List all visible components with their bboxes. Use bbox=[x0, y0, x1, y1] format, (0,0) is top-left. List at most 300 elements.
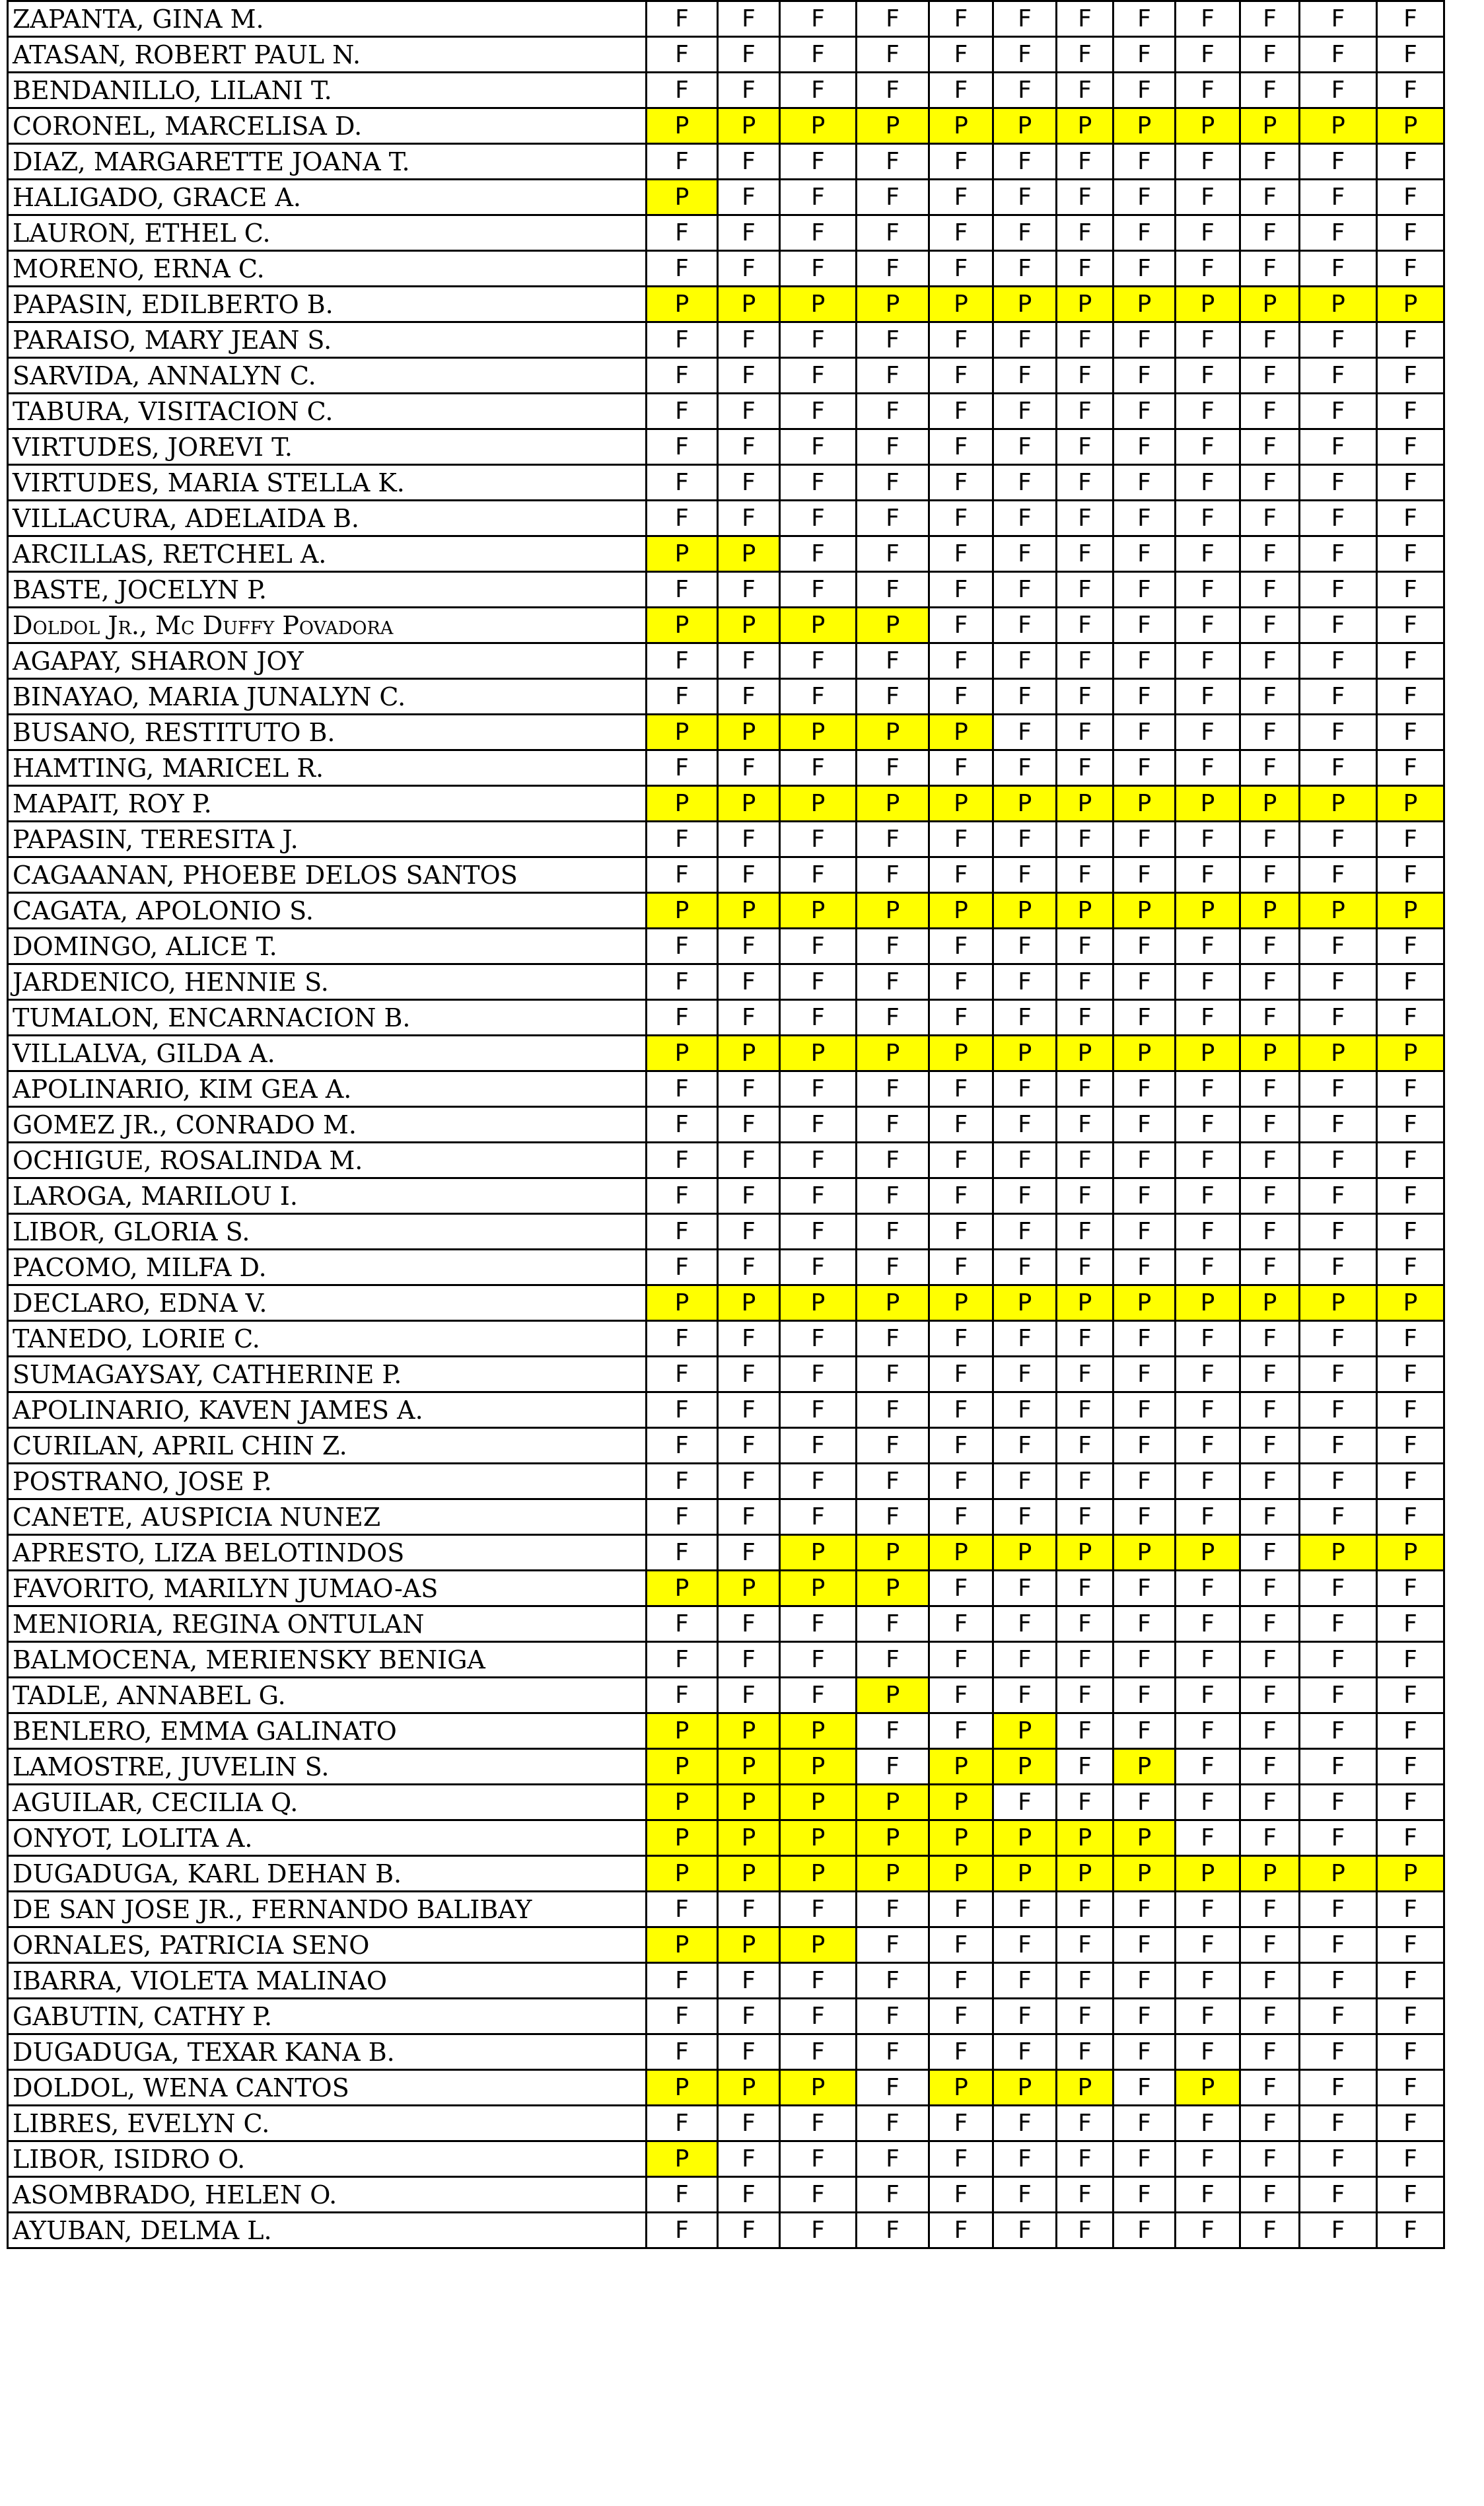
mark-cell: F bbox=[1176, 1250, 1240, 1285]
mark-cell: P bbox=[780, 1571, 857, 1606]
mark-cell: F bbox=[929, 822, 993, 857]
mark-cell: F bbox=[857, 358, 929, 394]
mark-cell: F bbox=[1113, 572, 1176, 608]
mark-cell: F bbox=[1113, 1464, 1176, 1499]
mark-cell: F bbox=[1176, 180, 1240, 215]
mark-cell: P bbox=[647, 1927, 718, 1963]
mark-cell: P bbox=[993, 1036, 1057, 1071]
mark-cell: F bbox=[780, 2177, 857, 2213]
mark-cell: F bbox=[1057, 394, 1113, 429]
mark-cell: P bbox=[647, 536, 718, 572]
table-row bbox=[8, 73, 1444, 108]
table-row bbox=[8, 1963, 1444, 1999]
mark-cell: F bbox=[1176, 322, 1240, 358]
mark-cell: F bbox=[857, 1357, 929, 1392]
mark-cell: F bbox=[857, 429, 929, 465]
mark-cell: F bbox=[1300, 1678, 1377, 1713]
table-row bbox=[8, 1606, 1444, 1642]
mark-cell: F bbox=[993, 2034, 1057, 2070]
mark-cell: P bbox=[1176, 108, 1240, 144]
mark-cell: F bbox=[780, 1464, 857, 1499]
mark-cell: P bbox=[647, 180, 718, 215]
mark-cell: F bbox=[1240, 1642, 1300, 1678]
mark-cell: F bbox=[1240, 2213, 1300, 2248]
mark-cell: P bbox=[1377, 893, 1444, 929]
mark-cell: F bbox=[857, 73, 929, 108]
table-row bbox=[8, 394, 1444, 429]
mark-cell: F bbox=[1240, 1606, 1300, 1642]
mark-cell: F bbox=[1240, 501, 1300, 536]
mark-cell: F bbox=[718, 1, 780, 37]
mark-cell: P bbox=[993, 1749, 1057, 1785]
name-cell: SARVIDA, ANNALYN C. bbox=[8, 358, 647, 394]
mark-cell: P bbox=[780, 108, 857, 144]
mark-cell: F bbox=[1300, 608, 1377, 643]
mark-cell: F bbox=[857, 180, 929, 215]
mark-cell: F bbox=[993, 429, 1057, 465]
mark-cell: P bbox=[1057, 287, 1113, 322]
mark-cell: F bbox=[780, 429, 857, 465]
mark-cell: F bbox=[1300, 1499, 1377, 1535]
mark-cell: F bbox=[1377, 144, 1444, 180]
mark-cell: F bbox=[857, 1464, 929, 1499]
mark-cell: P bbox=[1176, 893, 1240, 929]
mark-cell: F bbox=[780, 1, 857, 37]
name-cell: LAROGA, MARILOU I. bbox=[8, 1178, 647, 1214]
mark-cell: F bbox=[1113, 1071, 1176, 1107]
mark-cell: P bbox=[647, 1749, 718, 1785]
mark-cell: F bbox=[929, 2034, 993, 2070]
mark-cell: F bbox=[1377, 2177, 1444, 2213]
mark-cell: F bbox=[1113, 964, 1176, 1000]
table-row bbox=[8, 2141, 1444, 2177]
mark-cell: F bbox=[1113, 1785, 1176, 1820]
mark-cell: F bbox=[780, 1392, 857, 1428]
mark-cell: F bbox=[718, 1892, 780, 1927]
mark-cell: F bbox=[1377, 1071, 1444, 1107]
mark-cell: P bbox=[929, 786, 993, 822]
mark-cell: P bbox=[647, 1856, 718, 1892]
mark-cell: P bbox=[780, 1856, 857, 1892]
name-cell: MENIORIA, REGINA ONTULAN bbox=[8, 1606, 647, 1642]
mark-cell: P bbox=[857, 1856, 929, 1892]
mark-cell: F bbox=[718, 964, 780, 1000]
mark-cell: P bbox=[857, 715, 929, 750]
mark-cell: F bbox=[718, 1464, 780, 1499]
mark-cell: F bbox=[1377, 1178, 1444, 1214]
mark-cell: P bbox=[857, 1571, 929, 1606]
mark-cell: F bbox=[857, 1071, 929, 1107]
mark-cell: P bbox=[929, 2070, 993, 2106]
mark-cell: F bbox=[1240, 750, 1300, 786]
name-cell: TABURA, VISITACION C. bbox=[8, 394, 647, 429]
mark-cell: F bbox=[1240, 73, 1300, 108]
mark-cell: P bbox=[1377, 1535, 1444, 1571]
mark-cell: P bbox=[780, 2070, 857, 2106]
mark-cell: F bbox=[857, 322, 929, 358]
status-table bbox=[7, 0, 1445, 2249]
mark-cell: F bbox=[647, 1392, 718, 1428]
mark-cell: F bbox=[857, 501, 929, 536]
mark-cell: F bbox=[993, 857, 1057, 893]
mark-cell: P bbox=[1057, 1036, 1113, 1071]
mark-cell: F bbox=[1240, 2106, 1300, 2141]
mark-cell: F bbox=[647, 1071, 718, 1107]
mark-cell: F bbox=[1113, 180, 1176, 215]
mark-cell: F bbox=[1057, 1571, 1113, 1606]
mark-cell: F bbox=[718, 358, 780, 394]
mark-cell: F bbox=[1300, 1000, 1377, 1036]
mark-cell: F bbox=[718, 1642, 780, 1678]
mark-cell: F bbox=[857, 1749, 929, 1785]
mark-cell: F bbox=[1300, 2034, 1377, 2070]
mark-cell: F bbox=[857, 1892, 929, 1927]
mark-cell: F bbox=[1057, 2141, 1113, 2177]
mark-cell: F bbox=[1240, 1999, 1300, 2034]
mark-cell: F bbox=[1176, 501, 1240, 536]
mark-cell: F bbox=[647, 1499, 718, 1535]
mark-cell: F bbox=[993, 1143, 1057, 1178]
mark-cell: F bbox=[1377, 73, 1444, 108]
mark-cell: F bbox=[718, 2141, 780, 2177]
mark-cell: F bbox=[929, 536, 993, 572]
mark-cell: F bbox=[857, 1642, 929, 1678]
mark-cell: F bbox=[1377, 1107, 1444, 1143]
mark-cell: P bbox=[1377, 108, 1444, 144]
mark-cell: F bbox=[780, 1999, 857, 2034]
mark-cell: F bbox=[993, 1892, 1057, 1927]
mark-cell: F bbox=[1113, 1642, 1176, 1678]
mark-cell: F bbox=[718, 1000, 780, 1036]
mark-cell: F bbox=[1300, 2177, 1377, 2213]
mark-cell: F bbox=[647, 1892, 718, 1927]
mark-cell: F bbox=[1300, 1927, 1377, 1963]
mark-cell: F bbox=[929, 679, 993, 715]
mark-cell: F bbox=[1176, 1642, 1240, 1678]
mark-cell: P bbox=[1176, 1535, 1240, 1571]
mark-cell: F bbox=[1240, 2141, 1300, 2177]
mark-cell: P bbox=[718, 893, 780, 929]
mark-cell: P bbox=[1240, 1856, 1300, 1892]
name-cell: Doldol Jr., Mc Duffy Povadora bbox=[8, 608, 647, 643]
mark-cell: F bbox=[993, 1785, 1057, 1820]
mark-cell: F bbox=[993, 572, 1057, 608]
name-cell: ZAPANTA, GINA M. bbox=[8, 1, 647, 37]
mark-cell: F bbox=[1377, 857, 1444, 893]
mark-cell: F bbox=[1176, 1820, 1240, 1856]
name-cell: ARCILLAS, RETCHEL A. bbox=[8, 536, 647, 572]
name-cell: GABUTIN, CATHY P. bbox=[8, 1999, 647, 2034]
mark-cell: F bbox=[857, 822, 929, 857]
mark-cell: F bbox=[780, 394, 857, 429]
mark-cell: F bbox=[1300, 750, 1377, 786]
mark-cell: P bbox=[929, 1856, 993, 1892]
mark-cell: F bbox=[857, 2177, 929, 2213]
table-row bbox=[8, 2070, 1444, 2106]
mark-cell: F bbox=[1240, 1464, 1300, 1499]
mark-cell: F bbox=[780, 536, 857, 572]
mark-cell: F bbox=[1057, 2177, 1113, 2213]
mark-cell: F bbox=[993, 1214, 1057, 1250]
mark-cell: F bbox=[929, 608, 993, 643]
name-cell: GOMEZ JR., CONRADO M. bbox=[8, 1107, 647, 1143]
mark-cell: F bbox=[929, 1071, 993, 1107]
mark-cell: F bbox=[1176, 144, 1240, 180]
table-row bbox=[8, 1036, 1444, 1071]
mark-cell: F bbox=[1176, 1000, 1240, 1036]
mark-cell: F bbox=[1176, 1927, 1240, 1963]
mark-cell: F bbox=[1377, 1464, 1444, 1499]
mark-cell: P bbox=[1377, 786, 1444, 822]
mark-cell: P bbox=[929, 715, 993, 750]
mark-cell: F bbox=[647, 1963, 718, 1999]
mark-cell: F bbox=[1176, 1464, 1240, 1499]
mark-cell: P bbox=[1240, 1285, 1300, 1321]
mark-cell: F bbox=[780, 643, 857, 679]
mark-cell: F bbox=[647, 1428, 718, 1464]
mark-cell: P bbox=[1113, 108, 1176, 144]
mark-cell: P bbox=[780, 1749, 857, 1785]
mark-cell: P bbox=[993, 287, 1057, 322]
mark-cell: F bbox=[780, 679, 857, 715]
mark-cell: F bbox=[1113, 2141, 1176, 2177]
table-row bbox=[8, 1499, 1444, 1535]
mark-cell: F bbox=[857, 1428, 929, 1464]
mark-cell: F bbox=[1057, 1250, 1113, 1285]
mark-cell: F bbox=[1240, 2177, 1300, 2213]
mark-cell: F bbox=[1176, 465, 1240, 501]
mark-cell: F bbox=[1300, 251, 1377, 287]
name-cell: BUSANO, RESTITUTO B. bbox=[8, 715, 647, 750]
mark-cell: F bbox=[647, 1321, 718, 1357]
mark-cell: P bbox=[1057, 1856, 1113, 1892]
mark-cell: F bbox=[1300, 2213, 1377, 2248]
name-cell: AYUBAN, DELMA L. bbox=[8, 2213, 647, 2248]
mark-cell: F bbox=[1057, 1963, 1113, 1999]
mark-cell: F bbox=[1240, 37, 1300, 73]
mark-cell: F bbox=[1113, 1143, 1176, 1178]
mark-cell: F bbox=[1240, 251, 1300, 287]
mark-cell: F bbox=[780, 964, 857, 1000]
name-cell: VILLALVA, GILDA A. bbox=[8, 1036, 647, 1071]
mark-cell: P bbox=[718, 1036, 780, 1071]
mark-cell: F bbox=[718, 2106, 780, 2141]
mark-cell: F bbox=[1377, 501, 1444, 536]
mark-cell: F bbox=[718, 2034, 780, 2070]
mark-cell: F bbox=[1057, 643, 1113, 679]
mark-cell: F bbox=[993, 1464, 1057, 1499]
mark-cell: P bbox=[647, 1036, 718, 1071]
mark-cell: F bbox=[1240, 1428, 1300, 1464]
mark-cell: F bbox=[1300, 1785, 1377, 1820]
mark-cell: F bbox=[1377, 1892, 1444, 1927]
table-row bbox=[8, 1357, 1444, 1392]
mark-cell: F bbox=[1057, 1999, 1113, 2034]
mark-cell: P bbox=[647, 1713, 718, 1749]
mark-cell: F bbox=[1240, 322, 1300, 358]
mark-cell: F bbox=[1176, 857, 1240, 893]
mark-cell: F bbox=[857, 1250, 929, 1285]
mark-cell: F bbox=[1377, 822, 1444, 857]
mark-cell: F bbox=[1176, 964, 1240, 1000]
mark-cell: F bbox=[1057, 1749, 1113, 1785]
mark-cell: P bbox=[780, 608, 857, 643]
table-row bbox=[8, 1143, 1444, 1178]
mark-cell: F bbox=[857, 679, 929, 715]
mark-cell: F bbox=[1300, 715, 1377, 750]
mark-cell: F bbox=[1240, 643, 1300, 679]
mark-cell: P bbox=[1377, 1036, 1444, 1071]
mark-cell: P bbox=[1057, 893, 1113, 929]
name-cell: BENDANILLO, LILANI T. bbox=[8, 73, 647, 108]
name-cell: BALMOCENA, MERIENSKY BENIGA bbox=[8, 1642, 647, 1678]
mark-cell: F bbox=[1176, 1143, 1240, 1178]
mark-cell: F bbox=[718, 1071, 780, 1107]
name-cell: PACOMO, MILFA D. bbox=[8, 1250, 647, 1285]
mark-cell: F bbox=[993, 1107, 1057, 1143]
mark-cell: F bbox=[1176, 37, 1240, 73]
table-row bbox=[8, 1321, 1444, 1357]
mark-cell: F bbox=[929, 1143, 993, 1178]
mark-cell: P bbox=[718, 108, 780, 144]
mark-cell: F bbox=[1113, 2106, 1176, 2141]
mark-cell: F bbox=[1300, 1749, 1377, 1785]
mark-cell: F bbox=[929, 1000, 993, 1036]
mark-cell: F bbox=[718, 1392, 780, 1428]
mark-cell: P bbox=[647, 2141, 718, 2177]
mark-cell: F bbox=[1176, 1428, 1240, 1464]
mark-cell: P bbox=[718, 1820, 780, 1856]
mark-cell: P bbox=[718, 1285, 780, 1321]
mark-cell: F bbox=[857, 1606, 929, 1642]
mark-cell: F bbox=[1057, 73, 1113, 108]
mark-cell: P bbox=[929, 1820, 993, 1856]
mark-cell: F bbox=[718, 822, 780, 857]
name-cell: LAMOSTRE, JUVELIN S. bbox=[8, 1749, 647, 1785]
mark-cell: F bbox=[1300, 1606, 1377, 1642]
mark-cell: F bbox=[1240, 1713, 1300, 1749]
mark-cell: F bbox=[857, 1214, 929, 1250]
mark-cell: F bbox=[647, 1214, 718, 1250]
mark-cell: F bbox=[1113, 536, 1176, 572]
mark-cell: P bbox=[1300, 786, 1377, 822]
mark-cell: F bbox=[647, 822, 718, 857]
mark-cell: F bbox=[1113, 1000, 1176, 1036]
mark-cell: F bbox=[1240, 1214, 1300, 1250]
mark-cell: F bbox=[647, 73, 718, 108]
mark-cell: F bbox=[1176, 1071, 1240, 1107]
mark-cell: F bbox=[1300, 37, 1377, 73]
mark-cell: F bbox=[993, 715, 1057, 750]
mark-cell: F bbox=[929, 1357, 993, 1392]
mark-cell: F bbox=[1057, 501, 1113, 536]
mark-cell: F bbox=[1176, 643, 1240, 679]
name-cell: ASOMBRADO, HELEN O. bbox=[8, 2177, 647, 2213]
mark-cell: P bbox=[929, 1036, 993, 1071]
name-cell: AGUILAR, CECILIA Q. bbox=[8, 1785, 647, 1820]
mark-cell: F bbox=[1176, 715, 1240, 750]
mark-cell: F bbox=[1300, 73, 1377, 108]
mark-cell: F bbox=[1057, 929, 1113, 964]
name-cell: PAPASIN, EDILBERTO B. bbox=[8, 287, 647, 322]
mark-cell: F bbox=[1300, 679, 1377, 715]
mark-cell: F bbox=[993, 1071, 1057, 1107]
mark-cell: F bbox=[993, 822, 1057, 857]
name-cell: VIRTUDES, MARIA STELLA K. bbox=[8, 465, 647, 501]
table-row bbox=[8, 1392, 1444, 1428]
mark-cell: F bbox=[647, 1143, 718, 1178]
mark-cell: F bbox=[1240, 1820, 1300, 1856]
mark-cell: F bbox=[1113, 679, 1176, 715]
mark-cell: F bbox=[1240, 1357, 1300, 1392]
mark-cell: F bbox=[1176, 2034, 1240, 2070]
mark-cell: F bbox=[1113, 715, 1176, 750]
name-cell: CANETE, AUSPICIA NUNEZ bbox=[8, 1499, 647, 1535]
mark-cell: F bbox=[929, 429, 993, 465]
mark-cell: F bbox=[780, 1214, 857, 1250]
mark-cell: F bbox=[647, 1678, 718, 1713]
mark-cell: F bbox=[1377, 1571, 1444, 1606]
mark-cell: F bbox=[1057, 215, 1113, 251]
mark-cell: F bbox=[1113, 37, 1176, 73]
mark-cell: F bbox=[1300, 964, 1377, 1000]
mark-cell: F bbox=[718, 1178, 780, 1214]
mark-cell: P bbox=[857, 287, 929, 322]
mark-cell: F bbox=[1377, 536, 1444, 572]
table-row bbox=[8, 572, 1444, 608]
mark-cell: F bbox=[1300, 857, 1377, 893]
mark-cell: F bbox=[1113, 1571, 1176, 1606]
mark-cell: F bbox=[993, 1963, 1057, 1999]
table-row bbox=[8, 1214, 1444, 1250]
name-cell: OCHIGUE, ROSALINDA M. bbox=[8, 1143, 647, 1178]
mark-cell: F bbox=[1300, 465, 1377, 501]
name-cell: MORENO, ERNA C. bbox=[8, 251, 647, 287]
table-row bbox=[8, 108, 1444, 144]
mark-cell: F bbox=[1113, 1214, 1176, 1250]
mark-cell: F bbox=[857, 1321, 929, 1357]
table-row bbox=[8, 679, 1444, 715]
mark-cell: F bbox=[1377, 322, 1444, 358]
mark-cell: F bbox=[857, 2141, 929, 2177]
mark-cell: P bbox=[1113, 1285, 1176, 1321]
mark-cell: F bbox=[1377, 964, 1444, 1000]
mark-cell: P bbox=[647, 1785, 718, 1820]
table-row bbox=[8, 1535, 1444, 1571]
mark-cell: F bbox=[647, 1999, 718, 2034]
mark-cell: F bbox=[1113, 929, 1176, 964]
mark-cell: F bbox=[647, 144, 718, 180]
mark-cell: F bbox=[1057, 1321, 1113, 1357]
mark-cell: F bbox=[1377, 1428, 1444, 1464]
mark-cell: F bbox=[929, 1464, 993, 1499]
mark-cell: F bbox=[1377, 1678, 1444, 1713]
mark-cell: F bbox=[780, 2213, 857, 2248]
mark-cell: F bbox=[1300, 572, 1377, 608]
mark-cell: F bbox=[857, 929, 929, 964]
table-row bbox=[8, 857, 1444, 893]
mark-cell: F bbox=[647, 1642, 718, 1678]
mark-cell: P bbox=[993, 1535, 1057, 1571]
mark-cell: F bbox=[1300, 1428, 1377, 1464]
mark-cell: F bbox=[1057, 1, 1113, 37]
mark-cell: F bbox=[780, 2034, 857, 2070]
name-cell: CORONEL, MARCELISA D. bbox=[8, 108, 647, 144]
mark-cell: F bbox=[993, 2213, 1057, 2248]
mark-cell: F bbox=[1057, 536, 1113, 572]
mark-cell: F bbox=[1113, 251, 1176, 287]
mark-cell: F bbox=[929, 2177, 993, 2213]
